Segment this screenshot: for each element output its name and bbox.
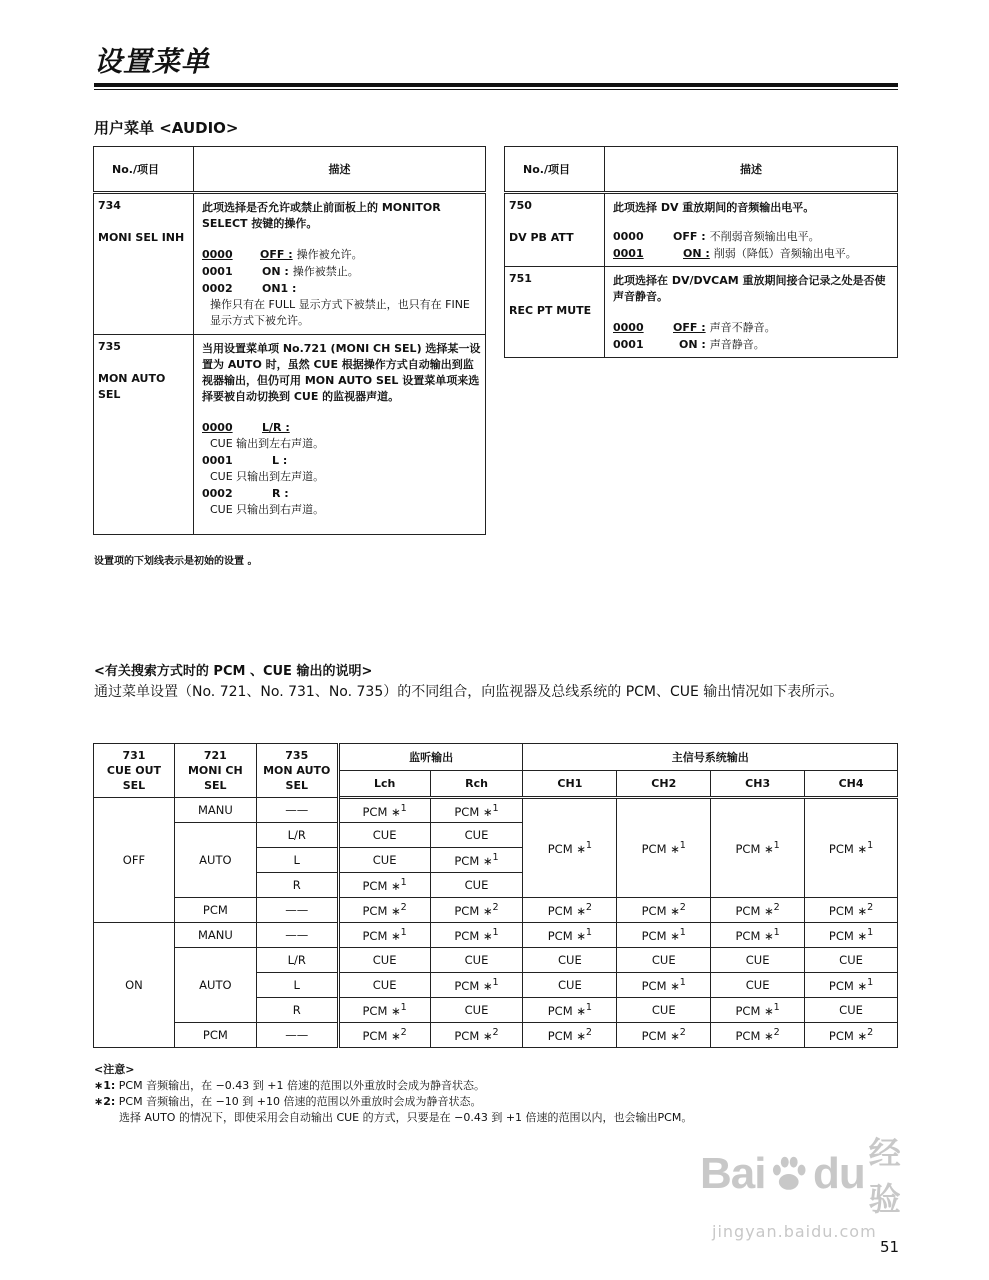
cell-pcm1 [338, 798, 430, 823]
cell-pcm1 [523, 998, 617, 1023]
option-code: 0001 [202, 265, 233, 278]
footnote-ref-1: 1 [400, 1002, 407, 1014]
footnote-ref-1: 1 [773, 927, 780, 939]
footnote-ref-2: 2 [679, 902, 686, 914]
cell-pcm: PCM [174, 1023, 256, 1048]
header-monitor-output: 监听输出 [338, 744, 523, 771]
item-cell [94, 335, 194, 535]
cell-pcm1 [338, 873, 430, 898]
cell-cue: CUE [523, 973, 617, 998]
header-721: 721 MONI CH SEL [174, 744, 256, 798]
footnote-ref-2: 2 [867, 902, 874, 914]
cell-l: L [256, 973, 338, 998]
cell-cue: CUE [430, 873, 523, 898]
cell-pcm2 [711, 1023, 805, 1048]
cell-cue: CUE [805, 998, 898, 1023]
option-code: 0001 [613, 338, 644, 351]
page-title: 设置菜单 [94, 45, 211, 78]
note-1 [94, 1078, 692, 1094]
pcm-label: PCM ∗ [454, 978, 493, 993]
header-ch1: CH1 [523, 771, 617, 798]
cell-pcm2 [805, 1023, 898, 1048]
output-matrix-table [93, 743, 898, 1048]
item-description: 此项选择是否允许或禁止前面板上的 MONITOR SELECT 按键的操作。 [202, 201, 441, 230]
footnote-ref-1: 1 [492, 802, 499, 814]
desc-cell [194, 193, 486, 335]
option-code: 0001 [202, 454, 233, 467]
footnote-ref-1: 1 [492, 852, 499, 864]
note-2 [94, 1094, 692, 1110]
footnote-ref-1: 1 [679, 977, 686, 989]
option-key: OFF : [260, 248, 293, 261]
cell-pcm1 [430, 923, 523, 948]
option-key: R : [272, 487, 289, 500]
item-description: 此项选择在 DV/DVCAM 重放期间接合记录之处是否使声音静音。 [613, 274, 886, 303]
cell-cue: CUE [338, 823, 430, 848]
option-text: 不削弱音频输出电平。 [709, 230, 820, 243]
item-cell [94, 193, 194, 335]
cell-pcm1 [805, 973, 898, 998]
item-cell [505, 267, 605, 358]
cell-pcm1 [805, 798, 898, 898]
cell-pcm1 [617, 798, 711, 898]
page-number: 51 [880, 1238, 900, 1256]
header-731: 731 CUE OUT SEL [94, 744, 175, 798]
baidu-watermark [700, 1128, 930, 1241]
title-rule [94, 83, 898, 87]
cell-cue: CUE [617, 998, 711, 1023]
note-1-label: ∗1: [94, 1079, 116, 1092]
cell-pcm1 [711, 923, 805, 948]
cell-pcm2 [617, 1023, 711, 1048]
pcm-label: PCM ∗ [454, 804, 493, 819]
option-text: CUE 只输出到左声道。 [210, 470, 325, 483]
item-number: 735 [98, 340, 121, 353]
option-row [613, 337, 893, 353]
watermark-logo-cn: 经验 [868, 1135, 900, 1217]
option-key: ON1 : [262, 282, 297, 295]
cell-pcm2 [338, 898, 430, 923]
item-name: MON AUTO SEL [98, 372, 166, 401]
option-key: OFF : [673, 230, 706, 243]
cell-dash: —— [256, 798, 338, 823]
pcm-label: PCM ∗ [454, 928, 493, 943]
header-main-output: 主信号系统输出 [523, 744, 898, 771]
item-description: 当用设置菜单项 No.721 (MONI CH SEL) 选择某一设置为 AUTO 时，虽然 CUE 根据操作方式自动输出到监视器输出，但仍可用 MON AUTO SEL 设置菜单项来选择要被自动切换到 CUE 的监视器声道。 [202, 342, 481, 403]
option-code: 0000 [613, 230, 644, 243]
paw-icon [767, 1152, 810, 1196]
cell-l: L [256, 848, 338, 873]
pcm-label: PCM ∗ [735, 928, 774, 943]
notes-block [94, 1062, 692, 1126]
cell-cue: CUE [338, 948, 430, 973]
cell-pcm1 [711, 998, 805, 1023]
option-code: 0001 [613, 247, 644, 260]
footnote-ref-1: 1 [679, 927, 686, 939]
pcm-label: PCM ∗ [454, 903, 493, 918]
cell-pcm: PCM [174, 898, 256, 923]
note-2-label: ∗2: [94, 1095, 116, 1108]
footnote-ref-1: 1 [400, 927, 407, 939]
footnote-ref-1: 1 [585, 1002, 593, 1014]
cell-on: ON [94, 923, 175, 1048]
footnote-ref-2: 2 [773, 902, 780, 914]
footnote-ref-1: 1 [867, 977, 874, 989]
option-text: CUE 只输出到右声道。 [210, 503, 325, 516]
pcm-label: PCM ∗ [828, 903, 868, 918]
cell-dash: —— [256, 1023, 338, 1048]
option-key: ON : [262, 265, 289, 278]
cell-auto: AUTO [174, 823, 256, 898]
footnote-ref-1: 1 [400, 802, 407, 814]
pcm-label: PCM ∗ [828, 978, 868, 993]
footnote-ref-1: 1 [773, 840, 780, 852]
item-description: 此项选择 DV 重放期间的音频输出电平。 [613, 201, 815, 214]
footnote-ref-2: 2 [400, 902, 407, 914]
cell-pcm1 [523, 798, 617, 898]
note-2-extra: 选择 AUTO 的情况下，即使采用会自动输出 CUE 的方式，只要是在 −0.43 到 +1 倍速的范围以内，也会输出PCM。 [119, 1111, 693, 1124]
option-key: OFF : [673, 321, 706, 334]
pcm-label: PCM ∗ [547, 903, 586, 918]
cell-cue: CUE [338, 848, 430, 873]
pcm-label: PCM ∗ [362, 903, 401, 918]
cell-pcm2 [523, 898, 617, 923]
cell-pcm1 [338, 998, 430, 1023]
header-ch4: CH4 [805, 771, 898, 798]
note-1-text: PCM 音频输出，在 −0.43 到 +1 倍速的范围以外重放时会成为静音状态。 [118, 1079, 485, 1092]
header-rch: Rch [430, 771, 523, 798]
pcm-section-heading: <有关搜索方式时的 PCM 、CUE 输出的说明> [94, 664, 373, 679]
pcm-label: PCM ∗ [547, 1003, 586, 1018]
option-row [613, 246, 893, 262]
item-cell [505, 193, 605, 267]
cell-pcm2 [523, 1023, 617, 1048]
option-row [202, 420, 481, 436]
pcm-section-paragraph: 通过菜单设置（No. 721、No. 731、No. 735）的不同组合，向监视器及总线系统的 PCM、CUE 输出情况如下表所示。 [94, 684, 844, 700]
watermark-url: jingyan.baidu.com [712, 1222, 877, 1241]
watermark-logo [700, 1128, 930, 1220]
desc-cell [605, 193, 898, 267]
cell-pcm1 [430, 973, 523, 998]
header-lch: Lch [338, 771, 430, 798]
option-code: 0002 [202, 282, 233, 295]
cell-pcm1 [617, 923, 711, 948]
item-name: MONI SEL INH [98, 231, 185, 244]
footnote-ref-1: 1 [400, 877, 407, 889]
pcm-label: PCM ∗ [362, 804, 401, 819]
cell-pcm2 [617, 898, 711, 923]
option-text: 声音静音。 [709, 338, 765, 351]
option-extra: 操作只有在 FULL 显示方式下被禁止，也只有在 FINE 显示方式下被允许。 [210, 298, 470, 327]
option-code: 0000 [202, 248, 233, 261]
pcm-label: PCM ∗ [547, 1028, 586, 1043]
item-name: DV PB ATT [509, 231, 574, 244]
pcm-label: PCM ∗ [641, 903, 680, 918]
left-menu-table [93, 146, 486, 535]
cell-pcm1 [523, 923, 617, 948]
option-text: 声音不静音。 [709, 321, 776, 334]
cell-dash: —— [256, 923, 338, 948]
cell-pcm1 [617, 973, 711, 998]
header-ch2: CH2 [617, 771, 711, 798]
option-code: 0000 [202, 421, 233, 434]
cell-cue: CUE [805, 948, 898, 973]
pcm-label: PCM ∗ [362, 1003, 401, 1018]
cell-r: R [256, 998, 338, 1023]
header-ch3: CH3 [711, 771, 805, 798]
pcm-label: PCM ∗ [828, 841, 868, 856]
item-name: REC PT MUTE [509, 304, 592, 317]
option-row [202, 486, 481, 502]
option-row [202, 281, 481, 297]
footnote-ref-2: 2 [492, 1027, 499, 1039]
option-row [613, 320, 893, 336]
footnote-ref-2: 2 [585, 902, 593, 914]
cell-lr: L/R [256, 948, 338, 973]
cell-pcm1 [430, 848, 523, 873]
header-735: 735 MON AUTO SEL [256, 744, 338, 798]
option-code: 0000 [613, 321, 644, 334]
cell-lr: L/R [256, 823, 338, 848]
cell-pcm1 [338, 923, 430, 948]
notes-title: <注意> [94, 1063, 135, 1076]
col-header-desc: 描述 [194, 147, 486, 193]
option-text: 操作被禁止。 [292, 265, 359, 278]
cell-auto: AUTO [174, 948, 256, 1023]
pcm-label: PCM ∗ [735, 841, 774, 856]
option-text: CUE 输出到左右声道。 [210, 437, 325, 450]
watermark-logo-part-b: du [812, 1149, 865, 1198]
cell-cue: CUE [711, 948, 805, 973]
cell-pcm1 [430, 798, 523, 823]
option-code: 0002 [202, 487, 233, 500]
option-key: L : [272, 454, 288, 467]
item-number: 751 [509, 272, 532, 285]
col-header-no: No./项目 [505, 147, 605, 193]
pcm-label: PCM ∗ [362, 878, 401, 893]
pcm-label: PCM ∗ [735, 1003, 774, 1018]
option-text: 操作被允许。 [296, 248, 363, 261]
footnote-ref-2: 2 [679, 1027, 686, 1039]
pcm-label: PCM ∗ [828, 1028, 868, 1043]
pcm-label: PCM ∗ [547, 928, 586, 943]
col-header-desc: 描述 [605, 147, 898, 193]
cell-cue: CUE [617, 948, 711, 973]
pcm-label: PCM ∗ [641, 928, 680, 943]
cell-pcm2 [711, 898, 805, 923]
pcm-label: PCM ∗ [362, 928, 401, 943]
option-key: ON : [679, 338, 706, 351]
col-header-no: No./项目 [94, 147, 194, 193]
option-text: 削弱（降低）音频输出电平。 [713, 247, 857, 260]
cell-cue: CUE [338, 973, 430, 998]
cell-dash: —— [256, 898, 338, 923]
option-key: ON : [683, 247, 710, 260]
cell-cue: CUE [711, 973, 805, 998]
cell-cue: CUE [430, 823, 523, 848]
footnote-ref-2: 2 [773, 1027, 780, 1039]
pcm-label: PCM ∗ [735, 903, 774, 918]
footnote-ref-1: 1 [492, 977, 499, 989]
footnote-ref-1: 1 [773, 1002, 780, 1014]
cell-pcm1 [711, 798, 805, 898]
cell-cue: CUE [430, 998, 523, 1023]
cell-pcm2 [430, 898, 523, 923]
cell-pcm2 [805, 898, 898, 923]
cell-cue: CUE [430, 948, 523, 973]
pcm-label: PCM ∗ [547, 841, 586, 856]
item-number: 750 [509, 199, 532, 212]
cell-manu: MANU [174, 923, 256, 948]
desc-cell [194, 335, 486, 535]
pcm-label: PCM ∗ [362, 1028, 401, 1043]
cell-manu: MANU [174, 798, 256, 823]
pcm-label: PCM ∗ [641, 1028, 680, 1043]
watermark-logo-part-a: Bai [700, 1149, 766, 1198]
cell-pcm1 [805, 923, 898, 948]
option-row [202, 264, 481, 280]
option-key: L/R : [262, 421, 290, 434]
pcm-label: PCM ∗ [454, 1028, 493, 1043]
footnote-ref-1: 1 [585, 927, 593, 939]
cell-cue: CUE [523, 948, 617, 973]
note-2-text: PCM 音频输出，在 −10 到 +10 倍速的范围以外重放时会成为静音状态。 [118, 1095, 482, 1108]
cell-pcm2 [338, 1023, 430, 1048]
pcm-label: PCM ∗ [641, 841, 680, 856]
option-row [202, 453, 481, 469]
option-row [202, 247, 481, 263]
footnote-ref-1: 1 [679, 840, 686, 852]
desc-cell [605, 267, 898, 358]
footnote-ref-2: 2 [492, 902, 499, 914]
right-menu-table [504, 146, 898, 358]
footnote-ref-1: 1 [585, 840, 593, 852]
item-number: 734 [98, 199, 121, 212]
pcm-label: PCM ∗ [454, 853, 493, 868]
cell-r: R [256, 873, 338, 898]
default-setting-note: 设置项的下划线表示是初始的设置 。 [94, 556, 258, 567]
pcm-label: PCM ∗ [828, 928, 868, 943]
option-row [613, 229, 893, 245]
pcm-label: PCM ∗ [735, 1028, 774, 1043]
pcm-label: PCM ∗ [641, 978, 680, 993]
cell-off: OFF [94, 798, 175, 923]
footnote-ref-1: 1 [867, 840, 874, 852]
footnote-ref-1: 1 [492, 927, 499, 939]
cell-pcm2 [430, 1023, 523, 1048]
footnote-ref-1: 1 [867, 927, 874, 939]
section-heading: 用户菜单 <AUDIO> [94, 119, 239, 137]
footnote-ref-2: 2 [400, 1027, 407, 1039]
footnote-ref-2: 2 [585, 1027, 593, 1039]
footnote-ref-2: 2 [867, 1027, 874, 1039]
title-rule-thin [94, 89, 898, 90]
